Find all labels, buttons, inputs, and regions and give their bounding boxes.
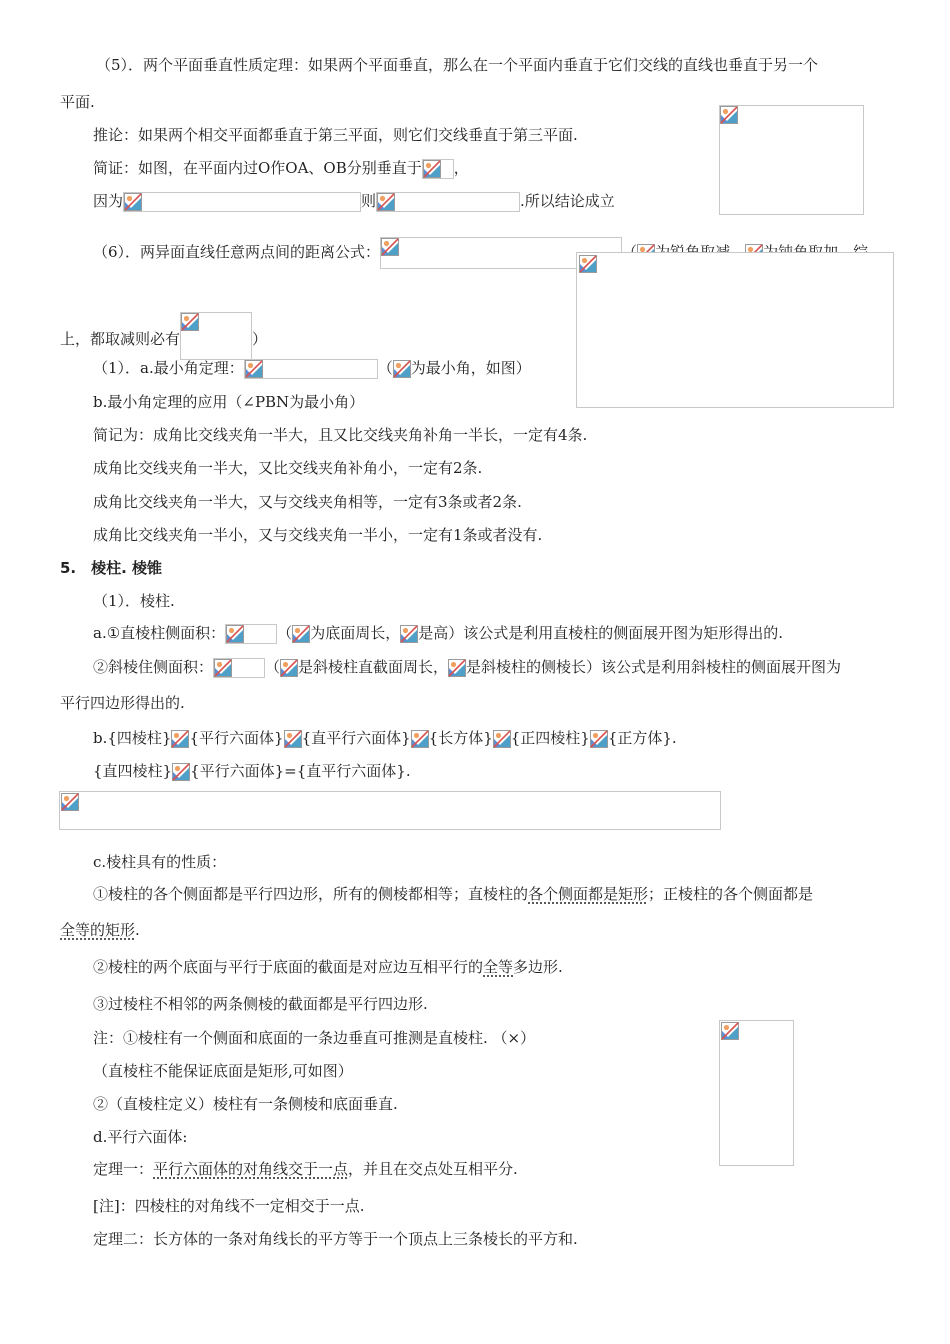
text-segment: 则 — [361, 192, 377, 210]
broken-image-icon — [381, 238, 399, 256]
formula-image — [180, 312, 252, 360]
text-line: [注]：四棱柱的对角线不一定相交于一点. — [93, 1197, 365, 1215]
text-segment: {正四棱柱} — [510, 729, 590, 747]
text-segment: ；正棱柱的各个侧面都是 — [648, 885, 814, 903]
formula-image — [213, 658, 265, 678]
text-line — [93, 957, 563, 977]
figure-image — [719, 1020, 794, 1166]
text-line: 平行四边形得出的. — [60, 694, 185, 712]
broken-image-icon — [226, 625, 244, 643]
text-line — [93, 358, 531, 379]
broken-image-icon — [423, 160, 441, 178]
formula-image — [244, 359, 378, 379]
text-segment: . — [135, 921, 140, 939]
text-segment: 为最小角，如图） — [410, 359, 531, 377]
text-segment: 多边形. — [513, 958, 563, 976]
text-line — [93, 191, 615, 212]
text-segment: {直四棱柱} — [93, 762, 173, 780]
text-segment: 是斜棱柱直截面周长， — [298, 658, 449, 676]
broken-image-icon — [292, 625, 310, 643]
section-heading: 5. 棱柱. 棱锥 — [60, 559, 163, 577]
text-segment: （ — [265, 658, 281, 676]
formula-image — [225, 624, 277, 644]
text-segment: 因为 — [93, 192, 124, 210]
text-segment: {平行六面体}={直平行六面体}. — [190, 762, 411, 780]
formula-image — [376, 192, 520, 212]
text-line — [93, 728, 677, 748]
text-line: 注：①棱柱有一个侧面和底面的一条边垂直可推测是直棱柱. （×） — [93, 1029, 536, 1047]
text-line: （直棱柱不能保证底面是矩形,可如图） — [93, 1062, 353, 1080]
text-line: （1）．棱柱. — [93, 592, 175, 610]
text-segment: {直平行六面体} — [301, 729, 411, 747]
text-line: ③过棱柱不相邻的两条侧棱的截面都是平行四边形. — [93, 995, 428, 1013]
broken-image-icon — [448, 659, 466, 677]
text-line: 定理二：长方体的一条对角线长的平方等于一个顶点上三条棱长的平方和. — [93, 1230, 578, 1248]
subset-symbol-icon — [411, 730, 429, 748]
figure-image — [719, 105, 864, 215]
figure-image — [59, 791, 721, 830]
broken-image-icon — [280, 659, 298, 677]
broken-image-icon — [721, 1022, 739, 1040]
formula-image — [123, 192, 361, 212]
text-line: ②（直棱柱定义）棱柱有一条侧棱和底面垂直. — [93, 1095, 398, 1113]
text-line — [93, 761, 411, 781]
text-line: c.棱柱具有的性质： — [93, 853, 227, 871]
text-segment: 为底面周长， — [310, 624, 401, 642]
text-line — [60, 920, 140, 940]
text-segment: .所以结论成立 — [520, 192, 615, 210]
text-segment: 定理一： — [93, 1160, 154, 1178]
emphasized-text: 各个侧面都是矩形 — [528, 885, 649, 903]
text-line — [93, 623, 783, 644]
text-segment: a.①直棱柱侧面积： — [93, 624, 226, 642]
text-line: 成角比交线夹角一半大，又比交线夹角补角小，一定有2条. — [93, 459, 483, 477]
text-line — [93, 884, 813, 904]
subset-symbol-icon — [493, 730, 511, 748]
text-segment: ） — [252, 330, 268, 348]
text-line: d.平行六面体: — [93, 1128, 188, 1146]
text-segment: 简证：如图，在平面内过O作OA、OB分别垂直于 — [93, 159, 422, 177]
text-segment: ②棱柱的两个底面与平行于底面的截面是对应边互相平行的 — [93, 958, 484, 976]
subset-symbol-icon — [590, 730, 608, 748]
text-segment: ②斜棱住侧面积： — [93, 658, 214, 676]
text-line — [93, 1159, 518, 1179]
subset-symbol-icon — [284, 730, 302, 748]
broken-image-icon — [181, 313, 199, 331]
text-segment: b.{四棱柱} — [93, 729, 172, 747]
text-line: 成角比交线夹角一半小，又与交线夹角一半小，一定有1条或者没有. — [93, 526, 543, 544]
text-segment: {长方体} — [428, 729, 493, 747]
text-segment: 上，都取减则必有 — [60, 330, 181, 348]
text-line — [93, 158, 469, 179]
broken-image-icon — [720, 106, 738, 124]
formula-image — [422, 159, 454, 179]
figure-image — [576, 252, 894, 408]
text-line: 推论：如果两个相交平面都垂直于第三平面，则它们交线垂直于第三平面. — [93, 126, 578, 144]
text-segment: （1）．a.最小角定理： — [93, 359, 244, 377]
broken-image-icon — [393, 360, 411, 378]
text-segment: （ — [377, 359, 393, 377]
broken-image-icon — [61, 793, 79, 811]
text-segment: （6）．两异面直线任意两点间的距离公式： — [93, 243, 381, 261]
emphasized-text: 平行六面体的对角线交于一点 — [153, 1160, 349, 1178]
text-line: （5）．两个平面垂直性质定理：如果两个平面垂直，那么在一个平面内垂直于它们交线的直线也垂直于另一个 — [96, 56, 819, 74]
emphasized-text: 全等的矩形 — [60, 921, 136, 939]
text-line: 简记为：成角比交线夹角一半大，且又比交线夹角补角一半长，一定有4条. — [93, 426, 588, 444]
text-line: 平面. — [60, 93, 95, 111]
text-segment: 是高）该公式是利用直棱柱的侧面展开图为矩形得出的. — [418, 624, 783, 642]
intersection-symbol-icon — [172, 763, 190, 781]
broken-image-icon — [377, 193, 395, 211]
broken-image-icon — [245, 360, 263, 378]
text-segment: {平行六面体} — [189, 729, 284, 747]
text-segment: ， — [453, 159, 469, 177]
broken-image-icon — [579, 255, 597, 273]
text-line: 成角比交线夹角一半大，又与交线夹角相等，一定有3条或者2条. — [93, 493, 522, 511]
broken-image-icon — [214, 659, 232, 677]
broken-image-icon — [400, 625, 418, 643]
text-segment: （ — [277, 624, 293, 642]
subset-symbol-icon — [171, 730, 189, 748]
broken-image-icon — [124, 193, 142, 211]
text-line — [93, 657, 841, 678]
text-line: b.最小角定理的应用（∠PBN为最小角） — [93, 393, 365, 411]
text-segment: 是斜棱柱的侧棱长）该公式是利用斜棱柱的侧面展开图为 — [466, 658, 842, 676]
text-segment: {正方体}. — [607, 729, 677, 747]
emphasized-text: 全等 — [483, 958, 514, 976]
text-segment: ，并且在交点处互相平分. — [348, 1160, 518, 1178]
text-segment: ①棱柱的各个侧面都是平行四边形，所有的侧棱都相等；直棱柱的 — [93, 885, 529, 903]
text-line — [60, 312, 267, 360]
